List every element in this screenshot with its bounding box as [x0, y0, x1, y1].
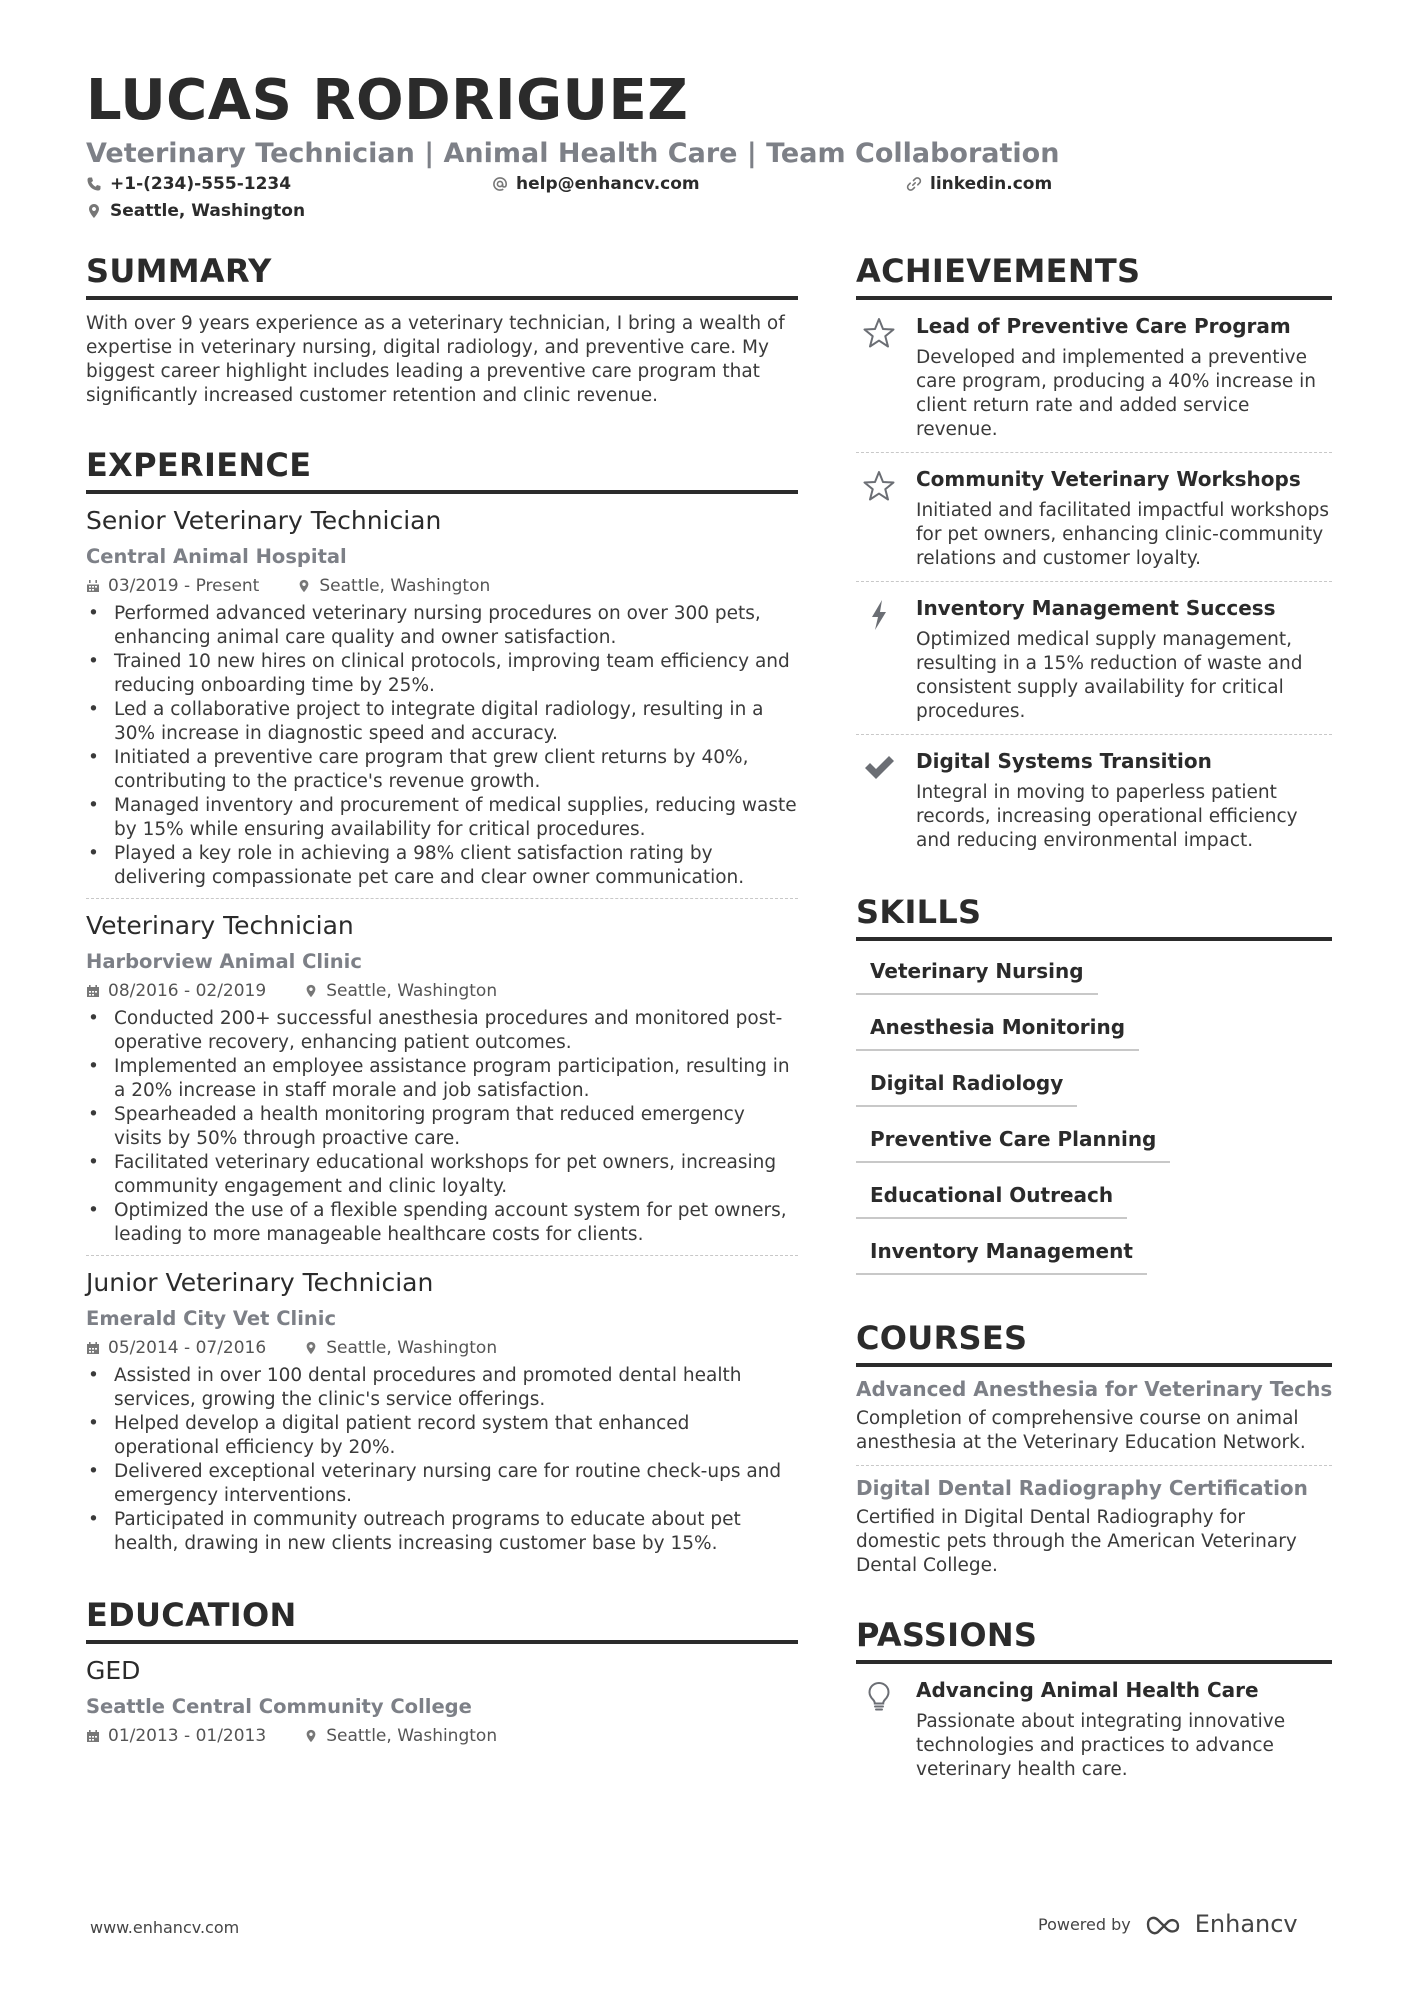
- job-location: Seattle, Washington: [326, 981, 498, 1001]
- enhancv-logo-icon: [1145, 1912, 1189, 1936]
- contact-linkedin: [906, 174, 1052, 194]
- achievement-item: [856, 582, 1332, 735]
- job-bullets: [86, 602, 798, 890]
- left-column: [86, 252, 798, 1746]
- courses-section: [856, 1319, 1332, 1588]
- course-item: [856, 1465, 1332, 1588]
- bullet-item: • Assisted in over 100 dental procedures and promoted dental health services, growing the clinic's service offerings.: [86, 1364, 798, 1412]
- email-link[interactable]: help@enhancv.com: [516, 174, 700, 194]
- achievement-desc: Developed and implemented a preventive care program, producing a 40% increase in client return rate and added service revenue.: [916, 347, 1317, 440]
- at-sign-icon: [492, 176, 508, 192]
- bullet-item: • Played a key role in achieving a 98% client satisfaction rating by delivering compassionate pet care and clear owner communication.: [86, 842, 798, 890]
- location-pin-icon: [304, 1729, 318, 1743]
- skill-tag: Anesthesia Monitoring: [856, 1011, 1139, 1051]
- job-location: Seattle, Washington: [326, 1338, 498, 1358]
- powered-by-label: Powered by: [1038, 1914, 1131, 1934]
- bullet-item: • Implemented an employee assistance program participation, resulting in a 20% increase in staff morale and job satisfaction.: [86, 1055, 798, 1103]
- achievement-item: [856, 735, 1332, 863]
- footer-branding: [1038, 1910, 1298, 1938]
- achievement-desc: Optimized medical supply management, resulting in a 15% reduction of waste and consistent supply availability for critical procedures.: [916, 629, 1303, 722]
- courses-heading: COURSES: [856, 1319, 1332, 1367]
- achievement-desc: Initiated and facilitated impactful workshops for pet owners, enhancing clinic-community relations and customer loyalty.: [916, 500, 1330, 569]
- bullet-item: • Participated in community outreach programs to educate about pet health, drawing in new clients increasing customer base by 15%.: [86, 1508, 798, 1556]
- location-text: Seattle, Washington: [110, 201, 306, 221]
- company-name: Central Animal Hospital: [86, 545, 347, 568]
- enhancv-brand-text: Enhancv: [1194, 1910, 1298, 1938]
- location-pin-icon: [297, 579, 311, 593]
- bullet-item: • Initiated a preventive care program that grew client returns by 40%, contributing to the practice's revenue growth.: [86, 746, 798, 794]
- calendar-icon: [86, 579, 100, 593]
- footer-website[interactable]: www.enhancv.com: [90, 1918, 240, 1937]
- bullet-item: • Conducted 200+ successful anesthesia procedures and monitored post-operative recovery, enhancing patient outcomes.: [86, 1007, 798, 1055]
- summary-section: [86, 252, 798, 408]
- achievement-item: [856, 453, 1332, 582]
- achievements-heading: ACHIEVEMENTS: [856, 252, 1332, 300]
- bullet-item: • Performed advanced veterinary nursing procedures on over 300 pets, enhancing animal care quality and owner satisfaction.: [86, 602, 798, 650]
- skill-tag: Digital Radiology: [856, 1067, 1077, 1107]
- education-section: [86, 1596, 798, 1746]
- bullet-item: • Managed inventory and procurement of medical supplies, reducing waste by 15% while ensuring availability for critical procedures.: [86, 794, 798, 842]
- course-item: [856, 1367, 1332, 1465]
- job-entry: [86, 898, 798, 1247]
- summary-text: With over 9 years experience as a veterinary technician, I bring a wealth of expertise in veterinary nursing, digital radiology, and preventive care. My biggest career highlight includes leading a preventive care program that significantly increased customer retention and clinic revenue.: [86, 313, 785, 406]
- bullet-item: • Helped develop a digital patient record system that enhanced operational efficiency by 20%.: [86, 1412, 798, 1460]
- achievement-title: Lead of Preventive Care Program: [916, 314, 1291, 338]
- job-title: Veterinary Technician: [86, 911, 354, 940]
- bullet-item: • Optimized the use of a flexible spending account system for pet owners, leading to more manageable healthcare costs for clients.: [86, 1199, 798, 1247]
- skills-section: [856, 893, 1332, 1291]
- enhancv-logo[interactable]: [1145, 1910, 1298, 1938]
- job-bullets: [86, 1007, 798, 1247]
- phone-icon: [86, 176, 102, 192]
- calendar-icon: [86, 1729, 100, 1743]
- checkmark-icon: [862, 751, 896, 785]
- passion-title: Advancing Animal Health Care: [916, 1678, 1259, 1702]
- location-pin-icon: [86, 203, 102, 219]
- contact-phone: [86, 174, 291, 194]
- summary-heading: SUMMARY: [86, 252, 798, 300]
- contact-email: [492, 174, 700, 194]
- job-dates: 08/2016 - 02/2019: [108, 981, 267, 1001]
- location-pin-icon: [304, 984, 318, 998]
- course-title: Digital Dental Radiography Certification: [856, 1476, 1308, 1500]
- bullet-item: • Facilitated veterinary educational workshops for pet owners, increasing community engagement and clinic loyalty.: [86, 1151, 798, 1199]
- right-column: [856, 252, 1332, 1792]
- calendar-icon: [86, 984, 100, 998]
- job-entry: [86, 1255, 798, 1556]
- passion-item: [856, 1664, 1332, 1792]
- job-meta: [86, 576, 798, 596]
- bullet-item: • Led a collaborative project to integrate digital radiology, resulting in a 30% increase in diagnostic speed and accuracy.: [86, 698, 798, 746]
- experience-heading: EXPERIENCE: [86, 446, 798, 494]
- achievement-desc: Integral in moving to paperless patient records, increasing operational efficiency and reducing environmental impact.: [916, 782, 1298, 851]
- course-title: Advanced Anesthesia for Veterinary Techs: [856, 1377, 1333, 1401]
- job-location: Seattle, Washington: [319, 576, 491, 596]
- company-name: Emerald City Vet Clinic: [86, 1307, 337, 1330]
- passions-section: [856, 1616, 1332, 1792]
- experience-section: [86, 446, 798, 1556]
- skill-tag: Educational Outreach: [856, 1179, 1127, 1219]
- passion-desc: Passionate about integrating innovative technologies and practices to advance veterinary health care.: [916, 1711, 1286, 1780]
- education-dates: 01/2013 - 01/2013: [108, 1726, 267, 1746]
- passions-heading: PASSIONS: [856, 1616, 1332, 1664]
- contact-location: [86, 201, 305, 221]
- location-pin-icon: [304, 1341, 318, 1355]
- star-icon: [862, 316, 896, 350]
- skill-tag: Preventive Care Planning: [856, 1123, 1170, 1163]
- job-dates: 03/2019 - Present: [108, 576, 260, 596]
- skills-list: [856, 955, 1332, 1291]
- job-entry: [86, 494, 798, 890]
- bullet-item: • Trained 10 new hires on clinical protocols, improving team efficiency and reducing onboarding time by 25%.: [86, 650, 798, 698]
- job-title: Senior Veterinary Technician: [86, 506, 442, 535]
- calendar-icon: [86, 1341, 100, 1355]
- skills-heading: SKILLS: [856, 893, 1332, 941]
- education-entry: [86, 1644, 798, 1746]
- education-meta: [86, 1726, 798, 1746]
- link-icon: [906, 176, 922, 192]
- degree: GED: [86, 1656, 141, 1685]
- achievements-section: [856, 252, 1332, 863]
- star-icon: [862, 469, 896, 503]
- linkedin-link[interactable]: linkedin.com: [930, 174, 1053, 194]
- achievement-title: Inventory Management Success: [916, 596, 1276, 620]
- candidate-name: LUCAS RODRIGUEZ: [86, 68, 689, 133]
- job-meta: [86, 1338, 798, 1358]
- course-desc: Certified in Digital Dental Radiography for domestic pets through the American Veterinary Dental College.: [856, 1507, 1297, 1576]
- education-location: Seattle, Washington: [326, 1726, 498, 1746]
- job-meta: [86, 981, 798, 1001]
- phone-number: +1-(234)-555-1234: [110, 174, 292, 194]
- achievement-title: Community Veterinary Workshops: [916, 467, 1301, 491]
- achievement-item: [856, 300, 1332, 453]
- achievement-title: Digital Systems Transition: [916, 749, 1212, 773]
- skill-tag: Veterinary Nursing: [856, 955, 1098, 995]
- education-heading: EDUCATION: [86, 1596, 798, 1644]
- job-dates: 05/2014 - 07/2016: [108, 1338, 267, 1358]
- bullet-item: • Spearheaded a health monitoring program that reduced emergency visits by 50% through proactive care.: [86, 1103, 798, 1151]
- lightning-icon: [862, 598, 896, 632]
- job-bullets: [86, 1364, 798, 1556]
- skill-tag: Inventory Management: [856, 1235, 1147, 1275]
- lightbulb-icon: [862, 1680, 896, 1714]
- school-name: Seattle Central Community College: [86, 1695, 472, 1718]
- bullet-item: • Delivered exceptional veterinary nursing care for routine check-ups and emergency interventions.: [86, 1460, 798, 1508]
- company-name: Harborview Animal Clinic: [86, 950, 362, 973]
- course-desc: Completion of comprehensive course on animal anesthesia at the Veterinary Education Network.: [856, 1408, 1306, 1453]
- candidate-tagline: Veterinary Technician | Animal Health Care | Team Collaboration: [86, 138, 1060, 169]
- job-title: Junior Veterinary Technician: [86, 1268, 434, 1297]
